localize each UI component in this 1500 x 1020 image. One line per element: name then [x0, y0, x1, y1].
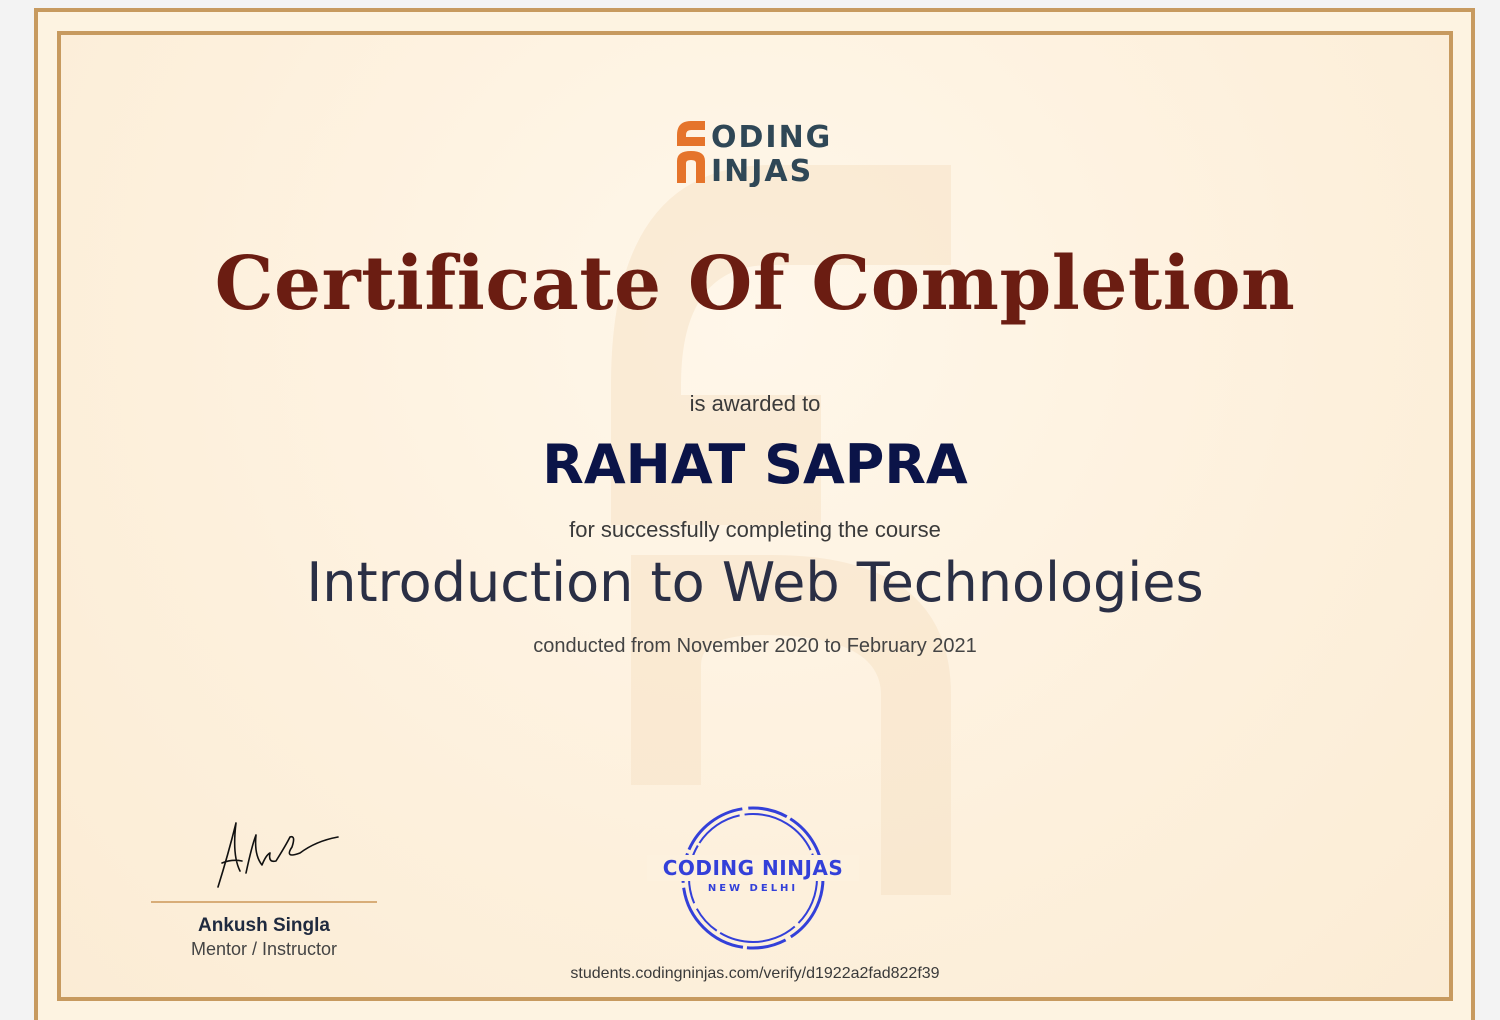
awarded-text: is awarded to — [689, 391, 821, 416]
verification-link[interactable]: students.codingninjas.com/verify/d1922a2fad822f39 — [570, 965, 940, 982]
course-period: conducted from November 2020 to February 2021 — [533, 635, 977, 657]
recipient-name: RAHAT SAPRA — [542, 433, 968, 496]
completing-text: for successfully completing the course — [569, 517, 941, 542]
seal-city: NEW DELHI — [707, 883, 799, 894]
course-name: Introduction to Web Technologies — [306, 551, 1204, 614]
certificate-outer-frame — [34, 8, 1475, 1020]
logo-word-coding: ODING — [711, 120, 833, 155]
signatory-name: Ankush Singla — [198, 915, 330, 936]
certificate-title: Certificate Of Completion — [214, 241, 1296, 327]
signature-line — [151, 901, 377, 903]
coding-ninjas-logo — [673, 117, 848, 187]
signatory-role: Mentor / Instructor — [190, 939, 338, 959]
seal-name: CODING NINJAS — [647, 855, 859, 881]
logo-word-ninjas: INJAS — [711, 154, 814, 187]
signature-image — [206, 815, 346, 895]
certificate-inner-frame — [57, 31, 1453, 1001]
